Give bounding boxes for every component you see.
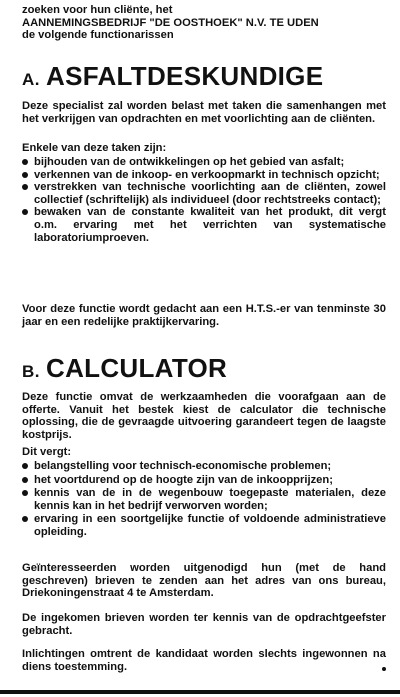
bullet-icon xyxy=(22,209,28,215)
section-a-task-list-wrapper xyxy=(22,156,386,244)
section-a-heading xyxy=(22,63,323,89)
section-a-description: Deze specialist zal worden belast met taken die samenhangen met het verkrijgen van opdrachten en met voorlichting aan de cliënten. xyxy=(22,100,386,125)
list-item: kennis van de in de wegenbouw toegepaste materialen, deze kennis kan in het bedrijf verworven worden; xyxy=(22,487,386,512)
list-item: verstrekken van technische voorlichting aan de cliënten, zowel collectief (schriftelijk) als individueel (door rechtstreeks contact); xyxy=(22,181,386,206)
list-item: bijhouden van de ontwikkelingen op het gebied van asfalt; xyxy=(22,156,386,169)
section-a-requirement: Voor deze functie wordt gedacht aan een H.T.S.-er van tenminste 30 jaar en een redelijke praktijkervaring. xyxy=(22,303,386,328)
bullet-icon xyxy=(22,477,28,483)
section-a-title: ASFALTDESKUNDIGE xyxy=(46,61,324,91)
list-item: ervaring in een soortgelijke functie of voldoende administratieve opleiding. xyxy=(22,513,386,538)
section-b-requirement-list-wrapper xyxy=(22,460,386,540)
section-a-letter: A. xyxy=(22,70,40,89)
bullet-icon xyxy=(22,184,28,190)
intro-company: AANNEMINGSBEDRIJF "DE OOSTHOEK" N.V. TE UDEN xyxy=(22,16,319,29)
list-item: belangstelling voor technisch-economische problemen; xyxy=(22,460,386,473)
closing-application: Geïnteresseerden worden uitgenodigd hun (met de hand geschreven) brieven te zenden aan het adres van ons bureau, Driekoningenstraat 4 te Amsterdam. xyxy=(22,562,386,600)
list-item: verkennen van de inkoop- en verkoopmarkt in technisch opzicht; xyxy=(22,169,386,182)
list-item: het voortdurend op de hoogte zijn van de inkoopprijzen; xyxy=(22,474,386,487)
section-b-description: Deze functie omvat de werkzaamheden die voorafgaan aan de offerte. Vanuit het bestek kiest de calculator die technische oplossing, die de gevraagde uitvoering garandeert tegen de laagste kostprijs. xyxy=(22,391,386,441)
bullet-icon xyxy=(22,463,28,469)
bullet-icon xyxy=(22,172,28,178)
bottom-border-rule xyxy=(0,690,400,694)
end-mark xyxy=(382,667,386,671)
section-b-letter: B. xyxy=(22,362,40,381)
bullet-icon xyxy=(22,490,28,496)
section-b-requirements-intro: Dit vergt: xyxy=(22,446,72,458)
section-a-task-list xyxy=(22,156,386,244)
intro-block xyxy=(22,4,386,42)
section-b-heading xyxy=(22,355,227,381)
section-b-requirement-list xyxy=(22,460,386,539)
intro-line-1: zoeken voor hun cliënte, het xyxy=(22,4,173,16)
list-item: bewaken van de constante kwaliteit van het produkt, dit vergt o.m. ervaring met het verrichten van systematische laboratoriumproeven. xyxy=(22,206,386,244)
intro-line-3: de volgende functionarissen xyxy=(22,29,174,42)
closing-information: Inlichtingen omtrent de kandidaat worden slechts ingewonnen na diens toestemming. xyxy=(22,648,386,673)
section-b-title: CALCULATOR xyxy=(46,353,228,383)
bullet-icon xyxy=(22,516,28,522)
section-a-tasks-intro: Enkele van deze taken zijn: xyxy=(22,142,167,154)
closing-confidential: De ingekomen brieven worden ter kennis van de opdrachtgeefster gebracht. xyxy=(22,612,386,637)
bullet-icon xyxy=(22,159,28,165)
